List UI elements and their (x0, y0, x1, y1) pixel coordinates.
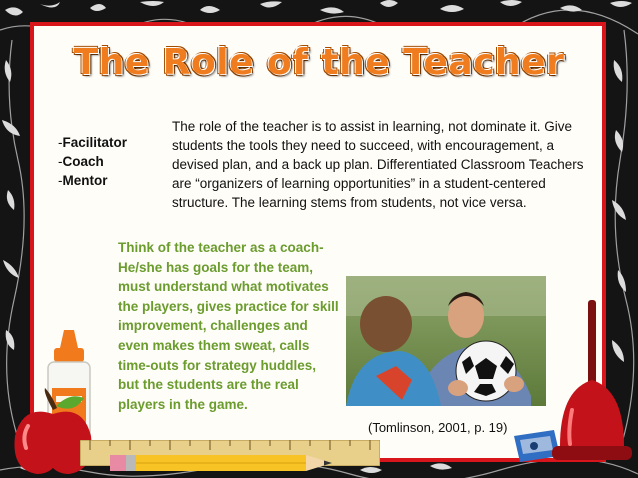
roles-list (58, 133, 127, 190)
pencil-icon (110, 452, 340, 474)
citation: (Tomlinson, 2001, p. 19) (368, 420, 508, 435)
school-bell-icon (552, 300, 632, 470)
coach-and-child-photo (346, 276, 546, 406)
role-item: -Mentor (58, 173, 108, 188)
role-item: -Coach (58, 154, 104, 169)
coach-analogy-text: Think of the teacher as a coach- He/she has goals for the team, must understand what motivates the players, gives practice for skill improvement, challenges and even makes them sweat, calls time-outs for strategy huddles, but the students are the real players in the game. (118, 240, 339, 412)
role-item: -Facilitator (58, 135, 128, 150)
slide-title: The Role of the Teacher (73, 42, 565, 83)
teacher-role-description: The role of the teacher is to assist in learning, not dominate it. Give students the tools they need to succeed, with encouragement, a devised plan, and a back up plan. Differentiated Classroom Teachers are “organizers of learning opportunities” in a student-centered structure. The learning stems from students, not vice versa. (172, 119, 584, 210)
